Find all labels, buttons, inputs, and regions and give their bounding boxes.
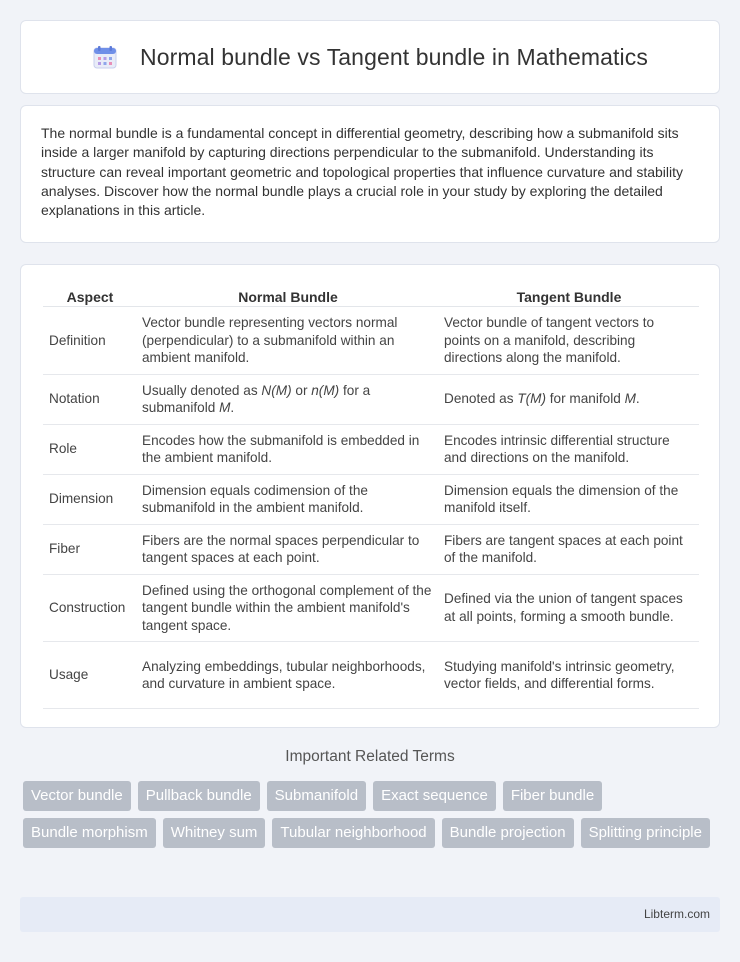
related-terms-list	[23, 781, 723, 855]
footer	[20, 897, 720, 932]
table-row	[43, 425, 699, 475]
table-row	[43, 642, 699, 709]
cell-normal-bundle: Defined using the orthogonal complement of the tangent bundle within the ambient manifold's tangent space.	[137, 575, 439, 643]
cell-normal-bundle: Vector bundle representing vectors normal (perpendicular) to a submanifold within an ambient manifold.	[137, 307, 439, 375]
cell-aspect: Definition	[43, 307, 137, 375]
intro-text: The normal bundle is a fundamental concept in differential geometry, describing how a submanifold sits inside a larger manifold by capturing directions perpendicular to the submanifold. Understanding its structure can reveal important geometric and topological properties that influence curvature and stability analyses. Discover how the normal bundle plays a crucial role in your study by exploring the detailed explanations in this article.	[41, 125, 684, 219]
related-term-tag[interactable]: Bundle morphism	[23, 818, 156, 848]
header-tangent-bundle: Tangent Bundle	[439, 287, 699, 307]
related-term-tag[interactable]: Vector bundle	[23, 781, 131, 811]
table-header-row	[43, 287, 699, 307]
footer-site: Libterm.com	[643, 907, 710, 921]
table-row	[43, 307, 699, 375]
header-aspect: Aspect	[43, 287, 137, 307]
related-term-tag[interactable]: Fiber bundle	[503, 781, 602, 811]
cell-normal-bundle: Encodes how the submanifold is embedded in the ambient manifold.	[137, 425, 439, 475]
related-term-tag[interactable]: Submanifold	[267, 781, 366, 811]
related-term-tag[interactable]: Exact sequence	[373, 781, 496, 811]
page-title: Normal bundle vs Tangent bundle in Mathematics	[140, 43, 648, 70]
cell-tangent-bundle: Defined via the union of tangent spaces at all points, forming a smooth bundle.	[439, 575, 699, 643]
cell-aspect: Usage	[43, 642, 137, 709]
table-row	[43, 525, 699, 575]
table-row	[43, 575, 699, 643]
cell-tangent-bundle: Studying manifold's intrinsic geometry, vector fields, and differential forms.	[439, 642, 699, 709]
related-term-tag[interactable]: Splitting principle	[581, 818, 710, 848]
cell-aspect: Construction	[43, 575, 137, 643]
cell-normal-bundle: Fibers are the normal spaces perpendicular to tangent spaces at each point.	[137, 525, 439, 575]
cell-aspect: Role	[43, 425, 137, 475]
cell-aspect: Dimension	[43, 475, 137, 525]
related-term-tag[interactable]: Bundle projection	[442, 818, 574, 848]
cell-tangent-bundle: Fibers are tangent spaces at each point of the manifold.	[439, 525, 699, 575]
cell-tangent-bundle: Dimension equals the dimension of the manifold itself.	[439, 475, 699, 525]
cell-normal-bundle: Usually denoted as N(M) or n(M) for a submanifold M.	[137, 375, 439, 425]
cell-normal-bundle: Analyzing embeddings, tubular neighborhoods, and curvature in ambient space.	[137, 642, 439, 709]
related-terms-title: Important Related Terms	[285, 748, 455, 765]
related-term-tag[interactable]: Tubular neighborhood	[272, 818, 434, 848]
header-card	[20, 20, 720, 94]
cell-tangent-bundle: Encodes intrinsic differential structure and directions on the manifold.	[439, 425, 699, 475]
calendar-icon	[92, 44, 118, 70]
related-term-tag[interactable]: Whitney sum	[163, 818, 266, 848]
table-row	[43, 475, 699, 525]
related-term-tag[interactable]: Pullback bundle	[138, 781, 260, 811]
cell-tangent-bundle: Denoted as T(M) for manifold M.	[439, 375, 699, 425]
intro-card	[20, 105, 720, 243]
cell-tangent-bundle: Vector bundle of tangent vectors to points on a manifold, describing directions along the manifold.	[439, 307, 699, 375]
cell-aspect: Fiber	[43, 525, 137, 575]
cell-normal-bundle: Dimension equals codimension of the submanifold in the ambient manifold.	[137, 475, 439, 525]
header-normal-bundle: Normal Bundle	[137, 287, 439, 307]
comparison-table-card	[20, 264, 720, 728]
table-row	[43, 375, 699, 425]
comparison-table	[43, 287, 699, 709]
cell-aspect: Notation	[43, 375, 137, 425]
